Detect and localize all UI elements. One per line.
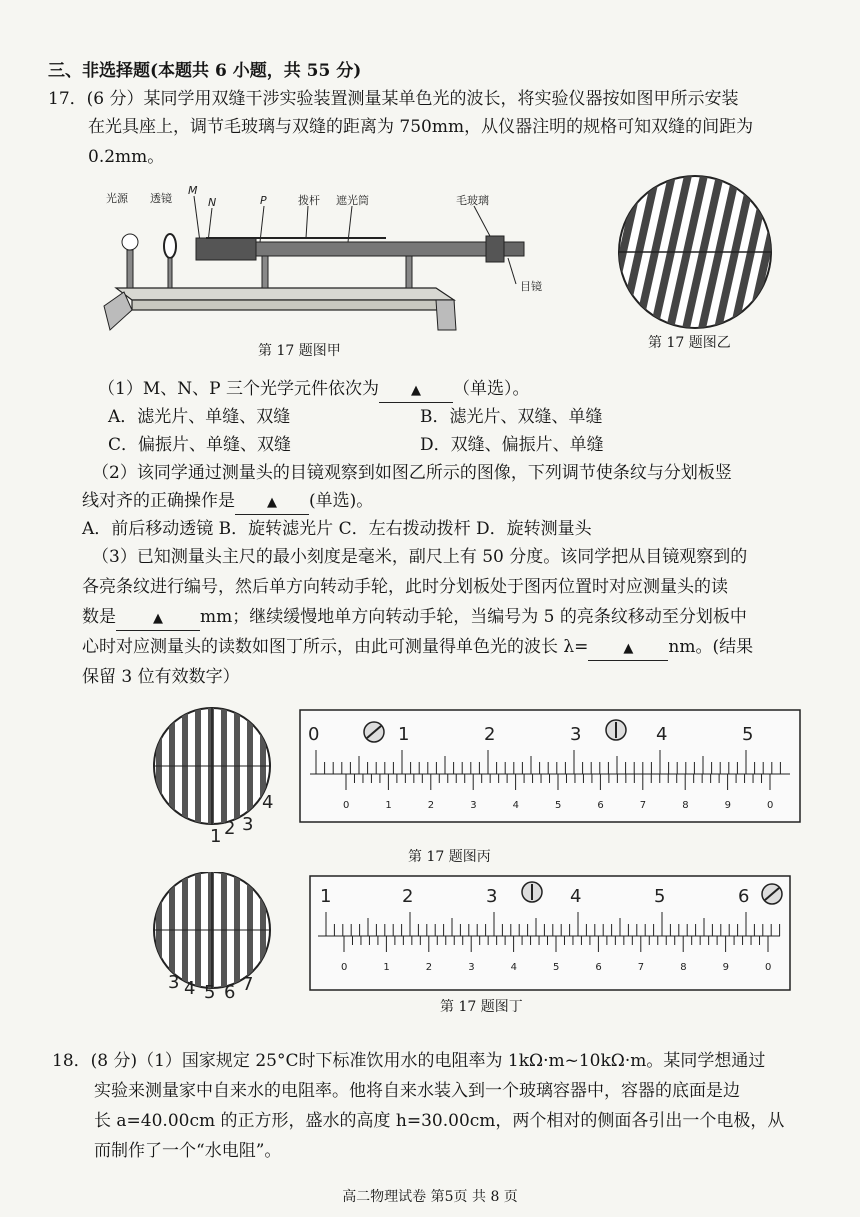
- p1-option-a: A．滤光片、单缝、双缝: [108, 407, 291, 427]
- blank-mark: ▲: [153, 611, 163, 626]
- vernier-label: 9: [722, 962, 729, 973]
- label-p: P: [260, 194, 267, 207]
- p1-option-b: B．滤光片、双缝、单缝: [420, 407, 603, 427]
- vernier-label: 6: [595, 962, 602, 973]
- vernier-label: 0: [765, 962, 772, 973]
- vernier-label: 2: [425, 962, 433, 973]
- vernier-label: 6: [597, 800, 604, 811]
- vernier-label: 4: [512, 800, 519, 811]
- vernier-label: 0: [341, 962, 348, 973]
- p2-line1: （2）该同学通过测量头的目镜观察到如图乙所示的图像，下列调节使条纹与分划板竖: [92, 463, 732, 483]
- bing-fringe-1: 1: [210, 826, 222, 846]
- figure-jia-apparatus: [96, 180, 566, 340]
- fig-yi-caption: 第 17 题图乙: [648, 335, 731, 351]
- p2-line2: [82, 490, 373, 515]
- bing-main-0: 0: [308, 724, 320, 745]
- vernier-label: 5: [555, 800, 562, 811]
- bing-main-4: 4: [656, 724, 668, 745]
- bing-main-3: 3: [570, 724, 582, 745]
- answer-blank-1[interactable]: [379, 378, 453, 403]
- vernier-label: 3: [468, 962, 475, 973]
- label-screen: 毛玻璃: [456, 194, 489, 207]
- bing-fringe-4: 4: [262, 792, 274, 813]
- p1-stem-b: （单选）。: [452, 379, 530, 399]
- p2-options: A．前后移动透镜 B．旋转滤光片 C．左右拨动拨杆 D．旋转测量头: [82, 519, 592, 539]
- p2-line2-b: (单选)。: [309, 491, 374, 511]
- vernier-label: 7: [639, 800, 647, 811]
- vernier-label: 0: [343, 800, 350, 811]
- q18-line1: 18．(8 分)（1）国家规定 25°C时下标准饮用水的电阻率为 1kΩ·m~10kΩ·m。某同学想通过: [52, 1051, 766, 1071]
- p3-line4-a: 心时对应测量头的读数如图丁所示，由此可测量得单色光的波长 λ=: [82, 637, 589, 657]
- q18-line3: 长 a=40.00cm 的正方形，盛水的高度 h=30.00cm，两个相对的侧面各引出一个电极，从: [94, 1111, 785, 1131]
- answer-blank-3[interactable]: [116, 606, 200, 631]
- ding-main-3: 3: [486, 886, 498, 907]
- p3-line5: 保留 3 位有效数字）: [82, 667, 240, 687]
- label-eyepiece: 目镜: [520, 280, 542, 293]
- dark-fringe: [195, 706, 201, 846]
- bing-main-1: 1: [398, 724, 410, 745]
- vernier-label: 1: [385, 800, 392, 811]
- p3-line3-a: 数是: [82, 607, 116, 627]
- vernier-label: 4: [510, 962, 517, 973]
- q18-line2: 实验来测量家中自来水的电阻率。他将自来水装入到一个玻璃容器中，容器的底面是边: [94, 1081, 740, 1101]
- label-n: N: [208, 196, 217, 209]
- dark-fringe: [182, 706, 188, 846]
- bing-main-5: 5: [742, 724, 754, 745]
- bing-main-2: 2: [484, 724, 496, 745]
- dark-fringe: [156, 706, 162, 846]
- figure-ding: [150, 872, 810, 1002]
- vernier-label: 5: [553, 962, 560, 973]
- dark-fringe: [260, 872, 266, 1002]
- q18-line4: 而制作了一个“水电阻”。: [94, 1141, 282, 1161]
- vernier-label: 8: [680, 962, 687, 973]
- vernier-label: 2: [427, 800, 435, 811]
- p3-line1: （3）已知测量头主尺的最小刻度是毫米，副尺上有 50 分度。该同学把从目镜观察到的: [92, 547, 748, 567]
- p3-line2: 各亮条纹进行编号，然后单方向转动手轮，此时分划板处于图丙位置时对应测量头的读: [82, 577, 728, 597]
- label-lens: 透镜: [150, 192, 172, 205]
- q17-stem-line2: 在光具座上，调节毛玻璃与双缝的距离为 750mm，从仪器注明的规格可知双缝的间距为: [88, 117, 754, 137]
- blank-mark: ▲: [623, 641, 634, 656]
- label-m: M: [188, 184, 198, 197]
- answer-blank-4[interactable]: [588, 636, 668, 661]
- figure-bing: [150, 706, 810, 846]
- ding-main-6: 6: [738, 886, 750, 907]
- ding-fringe-6: 6: [224, 982, 236, 1002]
- q17-stem-line3: 0.2mm。: [88, 147, 165, 167]
- vernier-label: 9: [724, 800, 731, 811]
- ding-fringe-7: 7: [242, 974, 254, 995]
- bing-fringe-2: 2: [224, 818, 236, 839]
- p1-option-d: D．双缝、偏振片、单缝: [420, 435, 604, 455]
- bing-fringe-3: 3: [242, 814, 254, 835]
- label-tube: 遮光筒: [336, 194, 369, 207]
- fig-ding-caption: 第 17 题图丁: [440, 999, 523, 1015]
- blank-mark: ▲: [410, 383, 421, 398]
- vernier-label: 0: [767, 800, 774, 811]
- ding-fringe-5: 5: [204, 982, 216, 1002]
- dark-fringe: [260, 706, 266, 846]
- p3-line4: [82, 636, 753, 661]
- p1-stem: [98, 378, 529, 403]
- dark-fringe: [195, 872, 201, 1002]
- fig-jia-caption: 第 17 题图甲: [258, 343, 341, 359]
- ding-fringe-4: 4: [184, 978, 196, 999]
- dark-fringe: [208, 706, 214, 846]
- vernier-label: 3: [470, 800, 477, 811]
- section-title: 三、非选择题(本题共 6 小题，共 55 分): [48, 61, 362, 81]
- label-light-source: 光源: [106, 192, 128, 205]
- fig-bing-caption: 第 17 题图丙: [408, 849, 491, 865]
- dark-fringe: [156, 872, 162, 1002]
- q17-stem-line1: 17．(6 分）某同学用双缝干涉实验装置测量某单色光的波长，将实验仪器按如图甲所示安装: [48, 89, 739, 109]
- ding-main-5: 5: [654, 886, 666, 907]
- p1-stem-a: （1）M、N、P 三个光学元件依次为: [98, 379, 379, 399]
- label-rod: 拨杆: [298, 194, 320, 207]
- figure-yi-fringes: [615, 172, 775, 332]
- p1-option-c: C．偏振片、单缝、双缝: [108, 435, 292, 455]
- answer-blank-2[interactable]: [235, 490, 309, 515]
- p3-line3-b: mm；继续缓慢地单方向转动手轮，当编号为 5 的亮条纹移动至分划板中: [200, 607, 747, 627]
- p3-line3: [82, 606, 747, 631]
- blank-mark: ▲: [267, 495, 277, 510]
- ding-fringe-3: 3: [168, 972, 180, 993]
- page-footer: 高二物理试卷 第5页 共 8 页: [342, 1189, 518, 1205]
- p2-line2-a: 线对齐的正确操作是: [82, 491, 235, 511]
- vernier-label: 8: [682, 800, 689, 811]
- p3-line4-b: nm。(结果: [668, 637, 754, 657]
- ding-main-1: 1: [320, 886, 332, 907]
- vernier-label: 7: [637, 962, 645, 973]
- vernier-label: 1: [383, 962, 390, 973]
- ding-main-2: 2: [402, 886, 414, 907]
- ding-main-4: 4: [570, 886, 582, 907]
- dark-fringe: [169, 706, 175, 846]
